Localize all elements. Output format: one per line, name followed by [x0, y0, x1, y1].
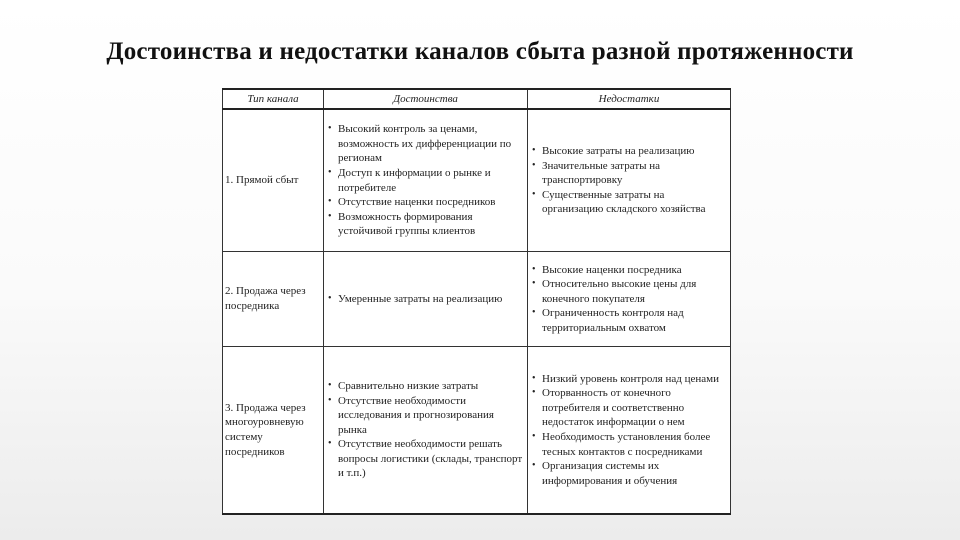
header-advantages: Достоинства [324, 89, 528, 109]
bullet-icon: • [328, 292, 332, 304]
list-item [531, 188, 727, 217]
channel-type-cell: 3. Продажа через многоуровневую систему посредников [223, 347, 324, 515]
disadvantages-list [531, 263, 727, 336]
list-item [531, 459, 727, 488]
bullet-icon: • [532, 278, 536, 290]
disadvantages-cell [528, 252, 731, 347]
list-item-text: Необходимость установления более тесных контактов с посредниками [542, 431, 711, 458]
list-item-text: Доступ к информации о рынке и потребителе [338, 166, 491, 194]
header-channel-type: Тип канала [223, 89, 324, 109]
bullet-icon: • [328, 123, 332, 135]
advantages-cell [324, 109, 528, 252]
list-item-text: Значительные затраты на транспортировку [542, 159, 661, 187]
list-item-text: Отсутствие наценки посредников [338, 196, 496, 209]
bullet-icon: • [328, 166, 332, 178]
disadvantages-cell [528, 347, 731, 515]
bullet-icon: • [532, 263, 536, 275]
bullet-icon: • [328, 438, 332, 450]
list-item-text: Сравнительно низкие затраты [338, 379, 479, 392]
list-item-text: Организация системы их информирования и обучения [542, 460, 678, 487]
bullet-icon: • [532, 307, 536, 319]
list-item [327, 394, 524, 438]
bullet-icon: • [328, 196, 332, 208]
disadvantages-cell [528, 109, 731, 252]
bullet-icon: • [532, 431, 536, 442]
advantages-cell [324, 252, 528, 347]
table-row [223, 347, 731, 515]
bullet-icon: • [532, 387, 536, 399]
list-item-text: Высокие затраты на реализацию [542, 145, 695, 158]
list-item-text: Высокие наценки посредника [542, 263, 682, 276]
list-item-text: Низкий уровень контроля над ценами [542, 372, 719, 385]
list-item [531, 277, 727, 306]
table-header-row [223, 89, 731, 109]
bullet-icon: • [328, 394, 332, 406]
advantages-list [327, 122, 524, 239]
list-item-text: Умеренные затраты на реализацию [338, 292, 503, 305]
bullet-icon: • [532, 460, 536, 472]
disadvantages-list [531, 372, 727, 489]
disadvantages-list [531, 144, 727, 217]
list-item [327, 437, 524, 481]
list-item [531, 159, 727, 188]
list-item-text: Высокий контроль за ценами, возможность их дифференциации по регионам [338, 123, 512, 165]
channels-comparison-table [222, 88, 731, 515]
table-row [223, 109, 731, 252]
list-item-text: Отсутствие необходимости исследования и прогнозирования рынка [338, 394, 494, 436]
bullet-icon: • [532, 372, 536, 384]
list-item [327, 166, 524, 195]
bullet-icon: • [532, 145, 536, 157]
list-item-text: Существенные затраты на организацию складского хозяйства [542, 188, 706, 216]
list-item-text: Оторванность от конечного потребителя и соответственно недостаток информации о нем [542, 387, 685, 429]
advantages-list [327, 292, 524, 307]
bullet-icon: • [532, 188, 536, 200]
advantages-cell [324, 347, 528, 515]
bullet-icon: • [532, 159, 536, 171]
bullet-icon: • [328, 379, 332, 391]
channel-type-cell: 1. Прямой сбыт [223, 109, 324, 252]
list-item [327, 292, 524, 307]
list-item [531, 372, 727, 387]
slide-title: Достоинства и недостатки каналов сбыта разной протяженности [106, 38, 854, 65]
list-item-text: Относительно высокие цены для конечного покупателя [542, 278, 697, 305]
list-item [531, 306, 727, 335]
list-item [531, 430, 727, 459]
header-disadvantages: Недостатки [528, 89, 731, 109]
list-item [531, 386, 727, 430]
channel-type-cell: 2. Продажа через посредника [223, 252, 324, 347]
list-item-text: Возможность формирования устойчивой группы клиентов [338, 210, 476, 238]
list-item-text: Ограниченность контроля над территориальным охватом [542, 307, 684, 334]
list-item [327, 379, 524, 394]
advantages-list [327, 379, 524, 481]
list-item [531, 263, 727, 278]
list-item [327, 122, 524, 166]
bullet-icon: • [328, 210, 332, 222]
list-item [327, 210, 524, 239]
channels-table-wrapper [222, 88, 730, 513]
list-item [327, 195, 524, 210]
table-row [223, 252, 731, 347]
list-item-text: Отсутствие необходимости решать вопросы логистики (склады, транспорт и т.п.) [338, 438, 523, 480]
list-item [531, 144, 727, 159]
